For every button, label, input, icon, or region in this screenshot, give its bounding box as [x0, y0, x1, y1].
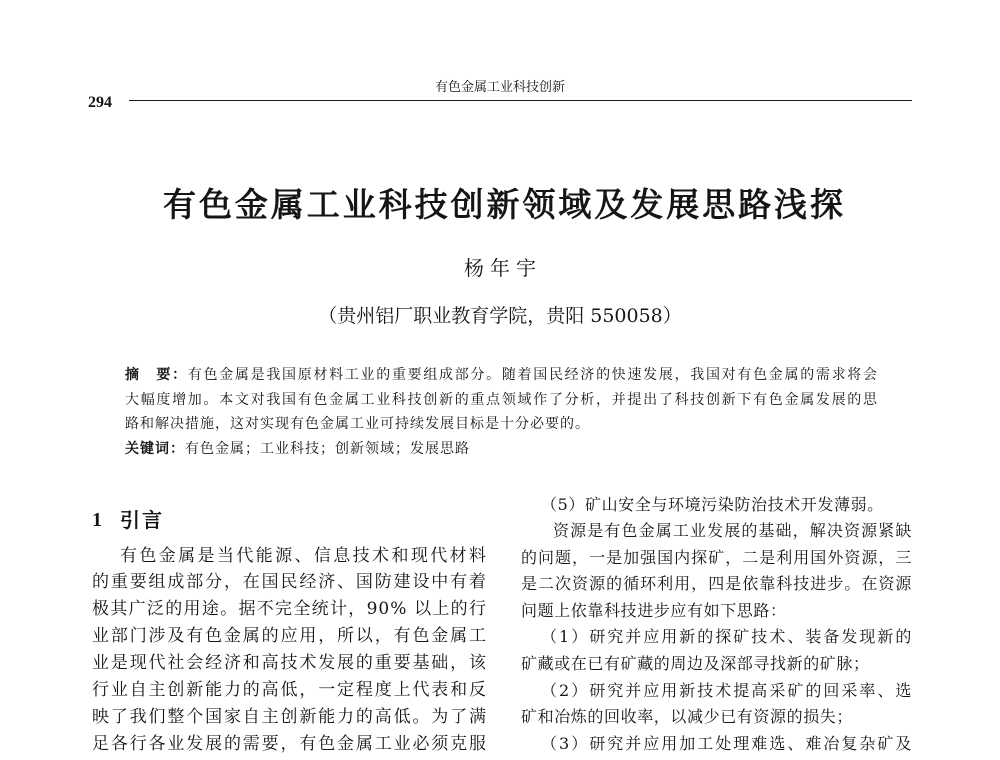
- abstract-line: [125, 363, 878, 388]
- body-line: 的重要组成部分，在国民经济、国防建设中有着: [92, 572, 487, 593]
- body-line: 极其广泛的用途。据不完全统计，90% 以上的行: [92, 599, 487, 620]
- list-item-line: （5）矿山安全与环境污染防治技术开发薄弱。: [541, 494, 884, 514]
- abstract-label: 摘 要：: [125, 367, 188, 383]
- running-header-title: 有色金属工业科技创新: [434, 80, 565, 95]
- abstract-line: 路和解决措施，这对实现有色金属工业可持续发展目标是十分必要的。: [125, 416, 590, 432]
- keywords-line: [125, 437, 878, 462]
- abstract-line: 大幅度增加。本文对我国有色金属工业科技创新的重点领域作了分析，并提出了科技创新下有色金属发展的思: [125, 391, 878, 408]
- body-line: 业部门涉及有色金属的应用，所以，有色金属工: [92, 626, 487, 647]
- section-heading-title: 引言: [120, 508, 164, 532]
- list-item-line: （3）研究并应用加工处理难选、难冶复杂矿及: [541, 733, 912, 753]
- section-heading-number: 1: [92, 509, 102, 531]
- body-line: 的问题，一是加强国内探矿，二是利用国外资源，三: [521, 547, 912, 567]
- abstract-block: [125, 363, 878, 461]
- body-line: 足各行各业发展的需要，有色金属工业必须克服: [92, 733, 487, 754]
- list-item-line: 矿藏或在已有矿藏的周边及深部寻找新的矿脉；: [521, 653, 870, 673]
- body-line: 问题上依靠科技进步应有如下思路：: [521, 600, 787, 620]
- abstract-text: 有色金属是我国原材料工业的重要组成部分。随着国民经济的快速发展，我国对有色金属的需求将会: [187, 367, 879, 383]
- list-item-line: （2）研究并应用新技术提高采矿的回采率、选: [541, 680, 912, 700]
- list-item-line: （1）研究并应用新的探矿技术、装备发现新的: [541, 627, 912, 647]
- body-line: 行业自主创新能力的高低，一定程度上代表和反: [92, 679, 487, 700]
- body-line: 是二次资源的循环利用，四是依靠科技进步。在资源: [521, 574, 912, 594]
- paper-title: 有色金属工业科技创新领域及发展思路浅探: [163, 185, 843, 224]
- list-item-line: 矿和冶炼的回收率，以减少已有资源的损失；: [521, 707, 854, 727]
- body-line: 资源是有色金属工业发展的基础，解决资源紧缺: [553, 521, 912, 541]
- author-name: 杨年宇: [464, 256, 542, 280]
- author-affiliation: （贵州铝厂职业教育学院，贵阳 550058）: [318, 305, 682, 327]
- body-line: 有色金属是当代能源、信息技术和现代材料: [120, 545, 487, 566]
- keywords-text: 有色金属；工业科技；创新领域；发展思路: [185, 440, 470, 457]
- keywords-label: 关键词：: [125, 440, 185, 457]
- right-column: [521, 492, 912, 757]
- body-line: 映了我们整个国家自主创新能力的高低。为了满: [92, 706, 487, 727]
- body-line: 业是现代社会经济和高技术发展的重要基础，该: [92, 653, 487, 674]
- page-number: 294: [88, 94, 112, 111]
- left-column: [92, 543, 487, 758]
- header-rule: [129, 100, 912, 101]
